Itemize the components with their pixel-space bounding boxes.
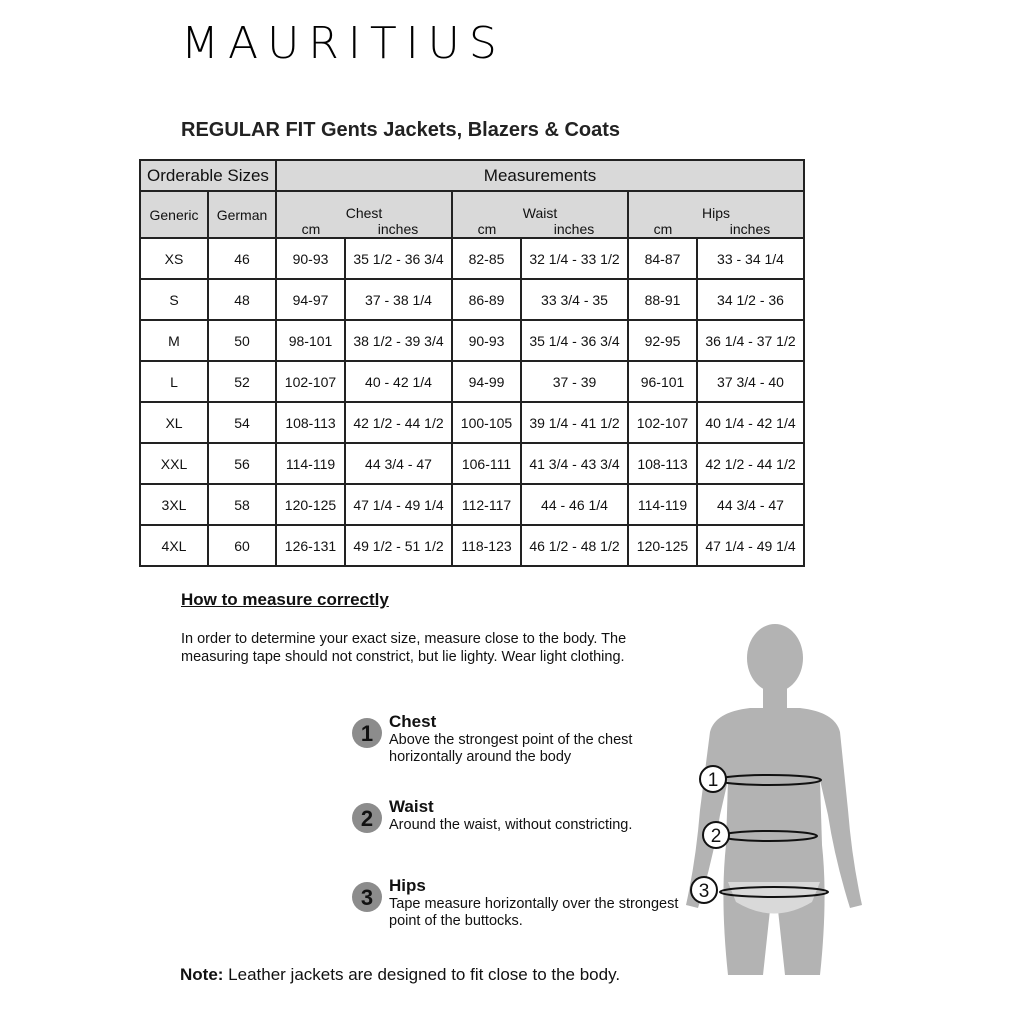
table-cell: XL [140,402,208,443]
table-cell: 102-107 [628,402,697,443]
table-cell: 120-125 [276,484,345,525]
table-cell: 94-99 [452,361,521,402]
table-cell: 106-111 [452,443,521,484]
table-cell: 36 1/4 - 37 1/2 [697,320,804,361]
figure-marker-3: 3 [698,881,710,902]
table-cell: 33 3/4 - 35 [521,279,628,320]
table-cell: 35 1/2 - 36 3/4 [345,238,452,279]
page-title: REGULAR FIT Gents Jackets, Blazers & Coats [181,119,621,141]
table-cell: 112-117 [452,484,521,525]
table-cell: 100-105 [452,402,521,443]
table-cell: 44 3/4 - 47 [345,443,452,484]
figure-marker-1: 1 [707,770,719,791]
table-cell: 52 [208,361,276,402]
table-cell: 92-95 [628,320,697,361]
table-cell: 96-101 [628,361,697,402]
table-cell: 44 3/4 - 47 [697,484,804,525]
table-row [140,238,804,279]
table-cell: 90-93 [276,238,345,279]
table-cell: 47 1/4 - 49 1/4 [697,525,804,566]
table-cell: 120-125 [628,525,697,566]
table-cell: 86-89 [452,279,521,320]
how-to-intro: In order to determine your exact size, measure close to the body. The measuring tape should not constrict, but lie lighty. Wear light clothing. [181,631,627,665]
table-cell: 114-119 [276,443,345,484]
table-cell: 38 1/2 - 39 3/4 [345,320,452,361]
number-1-icon: 1 [352,718,382,748]
number-3-icon: 3 [352,882,382,912]
table-cell: 33 - 34 1/4 [697,238,804,279]
header-hips-cm: cm [628,221,697,238]
header-generic: Generic [140,191,208,238]
table-cell: 40 - 42 1/4 [345,361,452,402]
table-cell: 84-87 [628,238,697,279]
how-to-measure-heading: How to measure correctly [181,590,389,609]
step-title: Hips [389,876,426,895]
table-cell: 32 1/4 - 33 1/2 [521,238,628,279]
size-table [139,159,805,567]
table-cell: 47 1/4 - 49 1/4 [345,484,452,525]
table-cell: 108-113 [628,443,697,484]
table-cell: 90-93 [452,320,521,361]
table-row [140,279,804,320]
table-cell: 40 1/4 - 42 1/4 [697,402,804,443]
table-row [140,484,804,525]
table-cell: 98-101 [276,320,345,361]
table-cell: 3XL [140,484,208,525]
table-cell: 37 - 39 [521,361,628,402]
table-cell: 118-123 [452,525,521,566]
table-cell: 44 - 46 1/4 [521,484,628,525]
header-chest-cm: cm [276,221,345,238]
table-cell: 4XL [140,525,208,566]
header-waist: Waist [452,191,628,221]
step-title: Chest [389,712,437,731]
table-cell: M [140,320,208,361]
table-cell: 60 [208,525,276,566]
table-row [140,361,804,402]
table-row [140,525,804,566]
table-cell: 126-131 [276,525,345,566]
table-cell: 37 3/4 - 40 [697,361,804,402]
table-cell: 49 1/2 - 51 1/2 [345,525,452,566]
table-cell: 41 3/4 - 43 3/4 [521,443,628,484]
table-cell: XS [140,238,208,279]
header-waist-cm: cm [452,221,521,238]
table-cell: 46 [208,238,276,279]
table-cell: 42 1/2 - 44 1/2 [697,443,804,484]
header-waist-inches: inches [521,221,628,238]
step-description: Around the waist, without constricting. [389,817,633,833]
step-description: Above the strongest point of the chest horizontally around the body [389,732,633,765]
table-cell: L [140,361,208,402]
table-cell: 108-113 [276,402,345,443]
header-german: German [208,191,276,238]
note [180,965,620,985]
step-description: Tape measure horizontally over the strongest point of the buttocks. [389,896,679,929]
table-cell: 35 1/4 - 36 3/4 [521,320,628,361]
table-row [140,402,804,443]
table-cell: XXL [140,443,208,484]
table-cell: 46 1/2 - 48 1/2 [521,525,628,566]
number-2-icon: 2 [352,803,382,833]
table-cell: S [140,279,208,320]
table-cell: 56 [208,443,276,484]
body-silhouette-icon [670,620,890,980]
table-cell: 54 [208,402,276,443]
note-text: Leather jackets are designed to fit close to the body. [223,965,621,984]
header-orderable-sizes: Orderable Sizes [140,160,276,191]
table-cell: 48 [208,279,276,320]
table-cell: 94-97 [276,279,345,320]
header-chest-inches: inches [345,221,452,238]
table-cell: 39 1/4 - 41 1/2 [521,402,628,443]
table-row [140,443,804,484]
table-cell: 50 [208,320,276,361]
table-cell: 42 1/2 - 44 1/2 [345,402,452,443]
header-chest: Chest [276,191,452,221]
header-hips: Hips [628,191,804,221]
note-label: Note: [180,965,224,984]
brand-logo: MAURITIUS [181,18,506,69]
table-row [140,320,804,361]
header-hips-inches: inches [697,221,804,238]
table-cell: 102-107 [276,361,345,402]
table-cell: 114-119 [628,484,697,525]
header-measurements: Measurements [276,160,804,191]
step-title: Waist [389,797,434,816]
table-cell: 82-85 [452,238,521,279]
table-cell: 88-91 [628,279,697,320]
table-cell: 58 [208,484,276,525]
table-cell: 34 1/2 - 36 [697,279,804,320]
table-cell: 37 - 38 1/4 [345,279,452,320]
figure-marker-2: 2 [710,826,722,847]
